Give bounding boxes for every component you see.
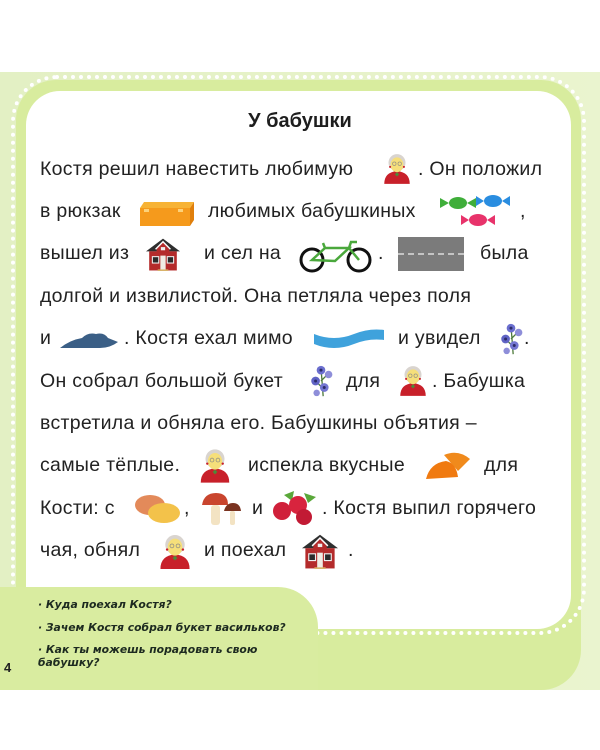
story-text-segment: в рюкзак xyxy=(40,200,121,223)
house-icon xyxy=(302,532,338,570)
potatoes-icon xyxy=(132,493,182,525)
story-text-segment: и xyxy=(40,327,52,350)
story-text-segment: . xyxy=(348,539,354,562)
candies-icon xyxy=(438,192,514,230)
question-2: · Зачем Костя собрал букет васильков? xyxy=(38,621,286,634)
story-line-7 xyxy=(40,402,560,444)
story-text-segment: и поехал xyxy=(204,539,287,562)
story-text-segment: и сел на xyxy=(204,242,282,265)
page-title: У бабушки xyxy=(248,110,352,132)
forest-icon xyxy=(60,330,120,350)
grandma-icon xyxy=(398,364,428,398)
story-text-segment: Кости: с xyxy=(40,496,115,519)
story-line-6 xyxy=(40,360,560,402)
story-text-segment: и увидел xyxy=(398,327,481,350)
story-text-segment: Он собрал большой букет xyxy=(40,369,284,392)
grandma-icon xyxy=(198,447,232,485)
question-1: · Куда поехал Костя? xyxy=(38,598,172,611)
raspberries-icon xyxy=(270,489,320,525)
bicycle-icon xyxy=(297,239,375,273)
story-line-9 xyxy=(40,487,560,529)
road-icon xyxy=(398,237,464,271)
river-icon xyxy=(314,326,384,352)
story-line-1 xyxy=(40,148,560,190)
cornflowers-icon xyxy=(308,362,334,400)
story-text-segment: любимых бабушкиных xyxy=(208,200,416,223)
page-number: 4 xyxy=(4,660,12,675)
questions-panel xyxy=(0,587,318,690)
story-text-segment: . xyxy=(378,242,384,265)
story-text-segment: испекла вкусные xyxy=(248,454,405,477)
story-text-segment: была xyxy=(480,242,529,265)
story-text-segment: для xyxy=(346,369,381,392)
story-text-segment: встретила и обняла его. Бабушкины объятия – xyxy=(40,412,477,435)
story-text-segment: Костя решил навестить любимую xyxy=(40,157,354,180)
grandma-icon xyxy=(158,532,192,572)
story-text-segment: . Бабушка xyxy=(432,369,526,392)
story-text-segment: чая, обнял xyxy=(40,539,141,562)
story-line-2 xyxy=(40,190,560,232)
story-text-segment: , xyxy=(184,496,190,519)
pie-icon xyxy=(424,449,474,483)
story-text-segment: , xyxy=(520,200,526,223)
story-line-4 xyxy=(40,275,560,317)
story-text-segment: . Он положил xyxy=(418,157,543,180)
story-text-segment: для xyxy=(484,454,519,477)
story-text-segment: долгой и извилистой. Она петляла через поля xyxy=(40,284,472,307)
box-icon xyxy=(138,198,198,226)
story-text xyxy=(40,148,560,572)
mushrooms-icon xyxy=(200,491,244,527)
house-icon xyxy=(146,236,180,272)
story-text-segment: вышел из xyxy=(40,242,130,265)
cornflowers-icon xyxy=(498,320,524,358)
question-3: · Как ты можешь порадовать свою бабушку? xyxy=(38,643,258,669)
story-line-3 xyxy=(40,233,560,275)
story-text-segment: . Костя выпил горячего xyxy=(322,496,537,519)
story-line-10 xyxy=(40,530,560,572)
story-text-segment: . xyxy=(524,327,530,350)
story-text-segment: . Костя ехал мимо xyxy=(124,327,293,350)
story-line-5 xyxy=(40,318,560,360)
grandma-icon xyxy=(382,152,412,186)
story-line-8 xyxy=(40,445,560,487)
story-text-segment: и xyxy=(252,496,264,519)
story-text-segment: самые тёплые. xyxy=(40,454,181,477)
